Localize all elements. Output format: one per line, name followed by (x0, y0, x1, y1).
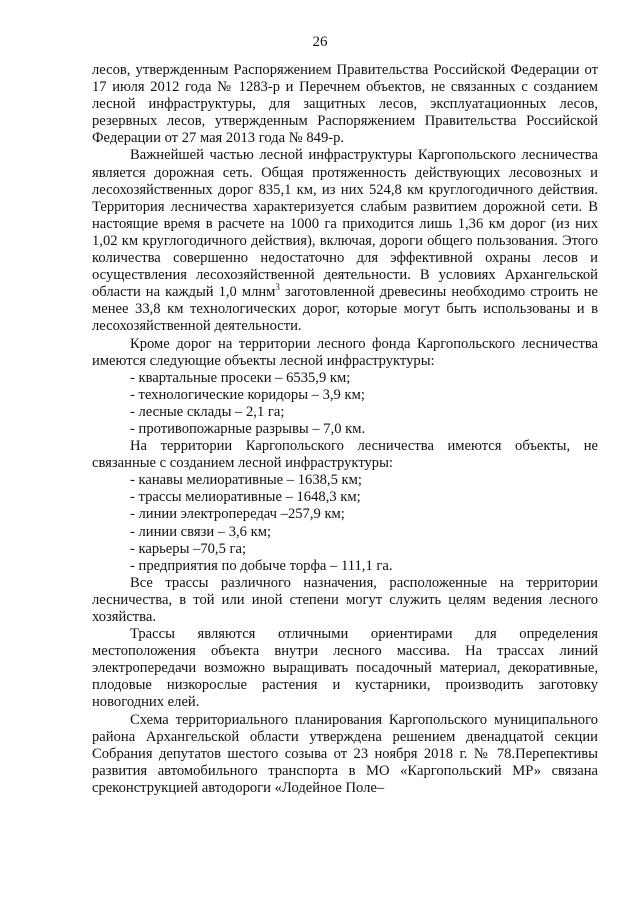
list-item: - противопожарные разрывы – 7,0 км. (130, 420, 366, 437)
cubic-superscript: 3 (275, 282, 280, 293)
list-item: - канавы мелиоративные – 1638,5 км; (130, 472, 362, 489)
list-item: - трассы мелиоративные – 1648,3 км; (130, 489, 361, 506)
paragraph-non-infrastructure-intro: На территории Каргопольского лесничества имеются объекты, не связанные с созданием лесной инфраструктуры: (92, 438, 598, 472)
page-body (92, 62, 598, 797)
non-infrastructure-list (92, 472, 598, 575)
paragraph-territorial-planning: Схема территориального планирования Каргопольского муниципального района Архангельской области утверждена решением двенадцатой секции Собрания депутатов шестого созыва от 23 ноября 2018 г. № 78.Перепективы развития автомобильного транспорта в МО «Каргопольский МР» связана среконструкцией автодороги «Лодейное Поле– (92, 711, 598, 796)
list-item: - квартальные просеки – 6535,9 км; (130, 369, 351, 386)
list-item: - линии связи – 3,6 км; (130, 523, 272, 540)
list-item: - линии электропередач –257,9 км; (130, 506, 345, 523)
paragraph-routes-purpose: Все трассы различного назначения, расположенные на территории лесничества, в той или иной степени могут служить целям ведения лесного хозяйства. (92, 574, 598, 625)
list-item: - лесные склады – 2,1 га; (130, 403, 285, 420)
paragraph-routes-landmarks: Трассы являются отличными ориентирами для определения местоположения объекта внутри лесного массива. На трассах линий электропередачи возможно выращивать посадочный материал, декоративные, плодовые низкорослые растения и кустарники, производить заготовку новогодних елей. (92, 626, 598, 711)
list-item: - предприятия по добыче торфа – 111,1 га. (130, 557, 393, 574)
paragraph-infrastructure-intro: Кроме дорог на территории лесного фонда Каргопольского лесничества имеются следующие объекты лесной инфраструктуры: (92, 335, 598, 369)
page-number: 26 (312, 34, 328, 50)
road-network-text-end: заготовленной древесины необходимо строить не менее 33,8 км технологических дорог, которые могут быть использованы и в лесохозяйственной деятельности. (92, 284, 598, 335)
paragraph-road-network (92, 147, 598, 335)
road-network-text-start: Важнейшей частью лесной инфраструктуры Каргопольского лесничества является дорожная сеть. Общая протяженность действующих лесовозных и лесохозяйственных дорог 835,1 км, из них 524,8 км круглогодичного действия. Территория лесничества характеризуется слабым развитием дорожной сети. В настоящие время в расчете на 1000 га приходится лишь 1,36 км дорог (из них 1,02 км круглогодичного действия), включая, дороги общего пользования. Этого количества совершенно недостаточно для эффективной охраны лесов и осуществления лесохозяйственной деятельности. В условиях Архангельской области на каждый 1,0 млнм (92, 147, 598, 301)
infrastructure-list (92, 370, 598, 438)
paragraph-forest-decree: лесов, утвержденным Распоряжением Правительства Российской Федерации от 17 июля 2012 года № 1283-р и Перечнем объектов, не связанных с созданием лесной инфраструктуры, для защитных лесов, эксплуатационных лесов, резервных лесов, утвержденным Распоряжением Правительства Российской Федерации от 27 мая 2013 года № 849-р. (92, 62, 598, 147)
list-item: - технологические коридоры – 3,9 км; (130, 386, 365, 403)
list-item: - карьеры –70,5 га; (130, 540, 247, 557)
